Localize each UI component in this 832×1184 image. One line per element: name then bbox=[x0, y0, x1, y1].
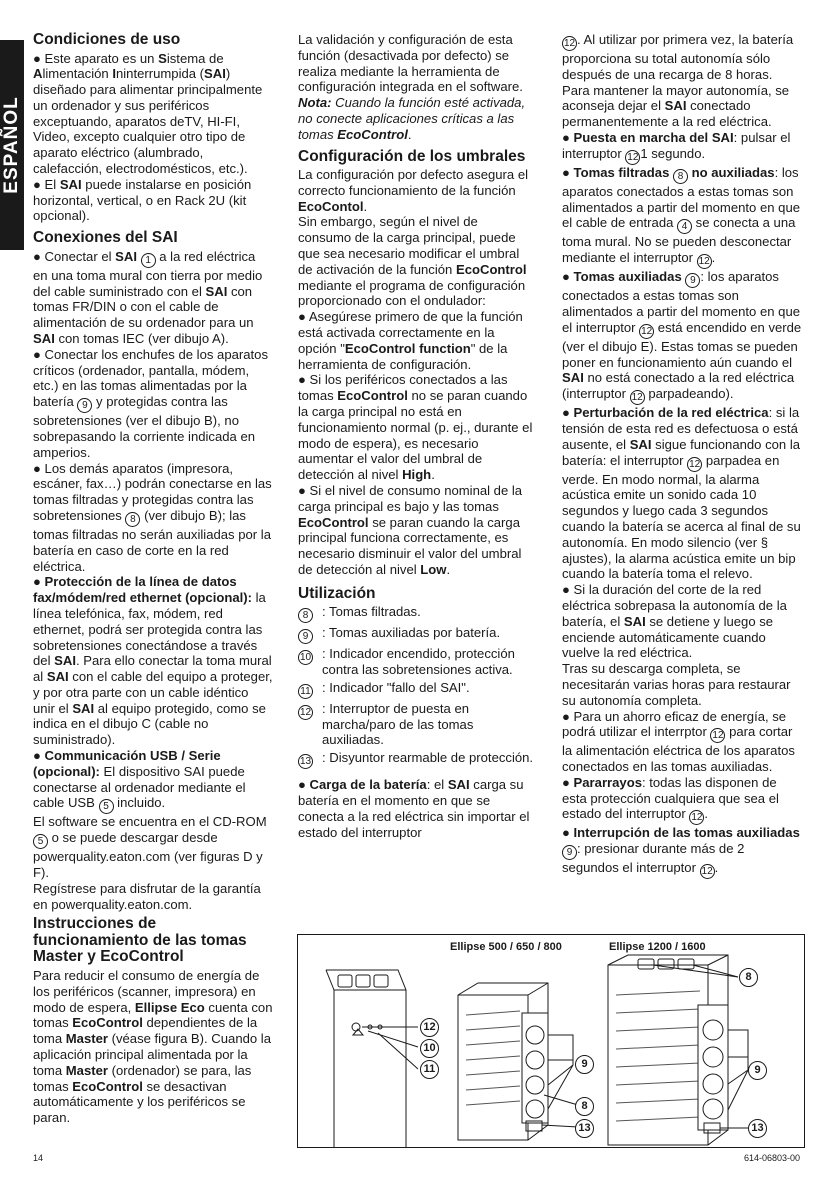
paragraph: ● Tomas filtradas 8 no auxiliadas: los aparatos conectados a estas tomas son alimentados a partir del momento en que el cable de entrada 4 se conecta a una toma mural. No se pueden desconectar mediante el interruptor 12 . bbox=[562, 164, 801, 268]
callout: 12 bbox=[420, 1018, 439, 1037]
heading-thresholds: Configuración de los umbrales bbox=[298, 147, 526, 165]
heading-connections: Conexiones del SAI bbox=[33, 229, 178, 247]
heading-instructions: Instrucciones de funcionamiento de las tomas Master y EcoControl bbox=[33, 915, 247, 966]
paragraph: ● Pararrayos: todas las disponen de esta protección cualquiera que sea el estado del interruptor 12 . bbox=[562, 774, 779, 824]
ref-number: 9 bbox=[685, 273, 700, 288]
ref-number: 8 bbox=[125, 512, 140, 527]
paragraph: ● Puesta en marcha del SAI: pulsar el interruptor 12 1 segundo. bbox=[562, 129, 791, 163]
paragraph: ● Communicación USB / Serie (opcional): El dispositivo SAI puede conectarse al ordenador mediante el cable USB 5 incluido. bbox=[33, 748, 246, 813]
ref-number: 4 bbox=[677, 219, 692, 234]
ref-number: 12 bbox=[299, 706, 312, 718]
document-code: 614-06803-00 bbox=[743, 1153, 800, 1163]
paragraph: ● Carga de la batería: el SAI carga su batería en el momento en que se conecta a la red eléctrica sin importar el estado del interruptor bbox=[298, 777, 530, 840]
paragraph: ● Perturbación de la red eléctrica: si la tensión de esta red es defectuosa o está ausente, el SAI sigue funcionando con la batería: el interruptor 12 parpadea en verde. En modo normal, la alarma acústica emite un sonido cada 10 segundos y luego cada 3 segundos cuando la batería se acerca al final de su autonomía. En modo silencio (ver § ajustes), la alarma acústica emite un bip cuando la batería toma el relevo. bbox=[562, 405, 801, 582]
callout: 9 bbox=[748, 1061, 767, 1080]
paragraph: ● Conectar los enchufes de los aparatos críticos (ordenador, pantalla, módem, etc.) en las tomas alimentadas por la batería 9 y protegidas contra las sobretensiones (ver el dibujo B), no sobrepasando la corriente indicada en amperios. bbox=[33, 346, 269, 460]
column-3 bbox=[562, 32, 802, 879]
ref-number: 12 bbox=[691, 812, 703, 824]
paragraph: ● Asegúrese primero de que la función está activada correctamente en la opción "EcoControl function" de la herramienta de configuración. bbox=[298, 309, 523, 372]
paragraph: La configuración por defecto asegura el correcto funcionamiento de la función EcoContol. bbox=[298, 167, 529, 214]
language-tab bbox=[0, 40, 24, 250]
ref-number: 12 bbox=[627, 151, 639, 163]
paragraph: Tras su descarga completa, se necesitarán varias horas para restaurar su autonomía completa. bbox=[562, 661, 791, 708]
ref-number: 12 bbox=[712, 730, 724, 742]
paragraph: ● Este aparato es un Sistema de Alimentación Ininterrumpida (SAI) diseñado para alimentar principalmente un ordenador y sus periféricos exceptuando, aparatos deTV, HI-FI, Video, excepto cualquier otro tipo de aparato eléctrico (alumbrado, calefacción, electrodomésticos, etc.). bbox=[33, 50, 263, 177]
paragraph: ● Si el nivel de consumo nominal de la carga principal es bajo y las tomas EcoControl se paran cuando la carga principal funciona correctamente, es necesario disminuir el valor del umbral de detección al nivel Low. bbox=[298, 483, 523, 577]
usage-list bbox=[298, 604, 534, 769]
callout: 10 bbox=[420, 1039, 439, 1058]
ref-number: 12 bbox=[631, 392, 643, 404]
ref-number: 12 bbox=[689, 458, 701, 470]
callout: 8 bbox=[575, 1097, 594, 1116]
paragraph: ● Interrupción de las tomas auxiliadas 9 : presionar durante más de 2 segundos el interruptor 12 . bbox=[562, 825, 800, 878]
paragraph: ● Si los periféricos conectados a las tomas EcoControl no se paran cuando la carga principal no está en funcionamiento normal (p. ej., durante el modo de espera), es necesario aumentar el valor del umbral de detección al nivel High. bbox=[298, 372, 533, 483]
ref-number: 5 bbox=[33, 834, 48, 849]
ref-number: 5 bbox=[99, 799, 114, 814]
ref-number: 12 bbox=[641, 325, 653, 337]
paragraph: Para reducir el consumo de energía de los periféricos (scanner, impresora) en modo de espera, Ellipse Eco cuenta con tomas EcoControl dependientes de la toma Master (véase figura B). Cuando la aplicación principal alimentada por la toma Master (ordenador) se para, las tomas EcoControl se desactivan automáticamente y los periféricos se paran. bbox=[33, 967, 273, 1126]
column-1 bbox=[33, 32, 273, 1126]
paragraph: Regístrese para disfrutar de la garantía en powerquality.eaton.com. bbox=[33, 880, 261, 912]
note: Nota: Cuando la función esté activada, no conecte aplicaciones críticas a las tomas EcoControl. bbox=[298, 95, 526, 142]
paragraph: ● Para un ahorro eficaz de energía, se podrá utilizar el interrptor 12 para cortar la alimentación eléctrica de los aparatos conectados en las tomas auxiliadas. bbox=[562, 708, 795, 775]
callout: 11 bbox=[420, 1060, 439, 1079]
page-number: 14 bbox=[33, 1153, 44, 1163]
list-item: 10 : Indicador encendido, protección contra las sobretensiones activa. bbox=[299, 646, 515, 678]
ref-number: 8 bbox=[673, 169, 688, 184]
ref-number: 13 bbox=[299, 756, 312, 768]
language-label: ESPAÑOL bbox=[1, 96, 22, 194]
callout: 9 bbox=[575, 1055, 594, 1074]
paragraph: ● Conectar el SAI 1 a la red eléctrica en una toma mural con tierra por medio del cable suministrado con el SAI con tomas FR/DIN o con el cable de alimentación de su ordenador para un SAI con tomas IEC (ver dibujo A). bbox=[33, 248, 263, 346]
ref-number: 9 bbox=[562, 845, 577, 860]
ref-number: 12 bbox=[563, 38, 576, 49]
callout: 13 bbox=[748, 1119, 767, 1138]
ref-number: 9 bbox=[298, 629, 313, 644]
paragraph: ● El SAI puede instalarse en posición horizontal, vertical, o en Rack 2U (kit opcional). bbox=[33, 176, 252, 224]
ref-number: 11 bbox=[298, 684, 313, 699]
list-item: 13 : Disyuntor rearmable de protección. bbox=[299, 750, 534, 768]
ref-number: 12 bbox=[698, 256, 710, 268]
paragraph: Sin embargo, según el nivel de consumo de la carga principal, puede que sea necesario modificar el umbral de activación de la función EcoControl mediante el programa de configuración proporcionado con el ondulador: bbox=[298, 214, 527, 309]
callout: 8 bbox=[739, 968, 758, 987]
callout: 13 bbox=[575, 1119, 594, 1138]
heading-usage: Utilización bbox=[298, 584, 376, 602]
column-2 bbox=[298, 32, 534, 840]
ref-number: 12 bbox=[701, 866, 713, 878]
paragraph: ● Protección de la línea de datos fax/módem/red ethernet (opcional): la línea telefónica, fax, módem, red ethernet, podrá ser protegida contra las sobretensiones conectándose a través del SAI. Para ello conectar la toma mural al SAI con el cable del equipo a proteger, y por otra parte con un cable idéntico unir el SAI al equipo protegido, como se indica en el dibujo C (cable no suministrado). bbox=[33, 574, 273, 748]
figure-title-small: Ellipse 500 / 650 / 800 bbox=[450, 941, 562, 953]
paragraph: La validación y configuración de esta función (desactivada por defecto) se realiza mediante la herramienta de configuración integrada en el software. bbox=[298, 32, 523, 95]
list-item: 11 : Indicador "fallo del SAI". bbox=[298, 680, 534, 699]
paragraph: ● Si la duración del corte de la red eléctrica sobrepasa la autonomía de la batería, el SAI se detiene y luego se enciende automáticamente cuando vuelve la red eléctrica. bbox=[562, 582, 787, 661]
figure-title-large: Ellipse 1200 / 1600 bbox=[609, 941, 706, 953]
ups-illustration bbox=[298, 935, 805, 1148]
paragraph: ● Los demás aparatos (impresora, escáner, fax…) podrán conectarse en las tomas filtradas y protegidas contra las sobretensiones 8 (ver dibujo B); las tomas filtradas no serán auxiliadas por la batería en caso de corte en la red eléctrica. bbox=[33, 460, 272, 574]
paragraph: 12 . Al utilizar por primera vez, la batería proporciona su total autonomía sólo después de una recarga de 8 horas. Para mantener la mayor autonomía, se aconseja dejar el SAI conectado permanentemente a la red eléctrica. bbox=[562, 32, 794, 130]
list-item: 9 : Tomas auxiliadas por batería. bbox=[298, 625, 534, 644]
ref-number: 1 bbox=[141, 253, 156, 268]
ref-number: 10 bbox=[299, 652, 312, 664]
paragraph: ● Tomas auxiliadas 9 : los aparatos conectados a estas tomas son alimentados a partir del momento en que el interruptor 12 está encendido en verde (ver el dibujo E). Estas tomas se pueden poner en funcionamiento aún cuando el SAI no está conectado a la red eléctrica (interruptor 12 parpadeando). bbox=[562, 269, 802, 404]
list-item: 12 : Interruptor de puesta en marcha/paro de las tomas auxiliadas. bbox=[299, 700, 474, 748]
list-item: 8 : Tomas filtradas. bbox=[298, 604, 534, 623]
heading-conditions: Condiciones de uso bbox=[33, 31, 181, 48]
ref-number: 9 bbox=[77, 398, 92, 413]
ups-figure bbox=[297, 934, 805, 1148]
paragraph: El software se encuentra en el CD-ROM 5 o se puede descargar desde powerquality.eaton.com (ver figuras D y F). bbox=[33, 814, 267, 881]
ref-number: 8 bbox=[298, 608, 313, 623]
